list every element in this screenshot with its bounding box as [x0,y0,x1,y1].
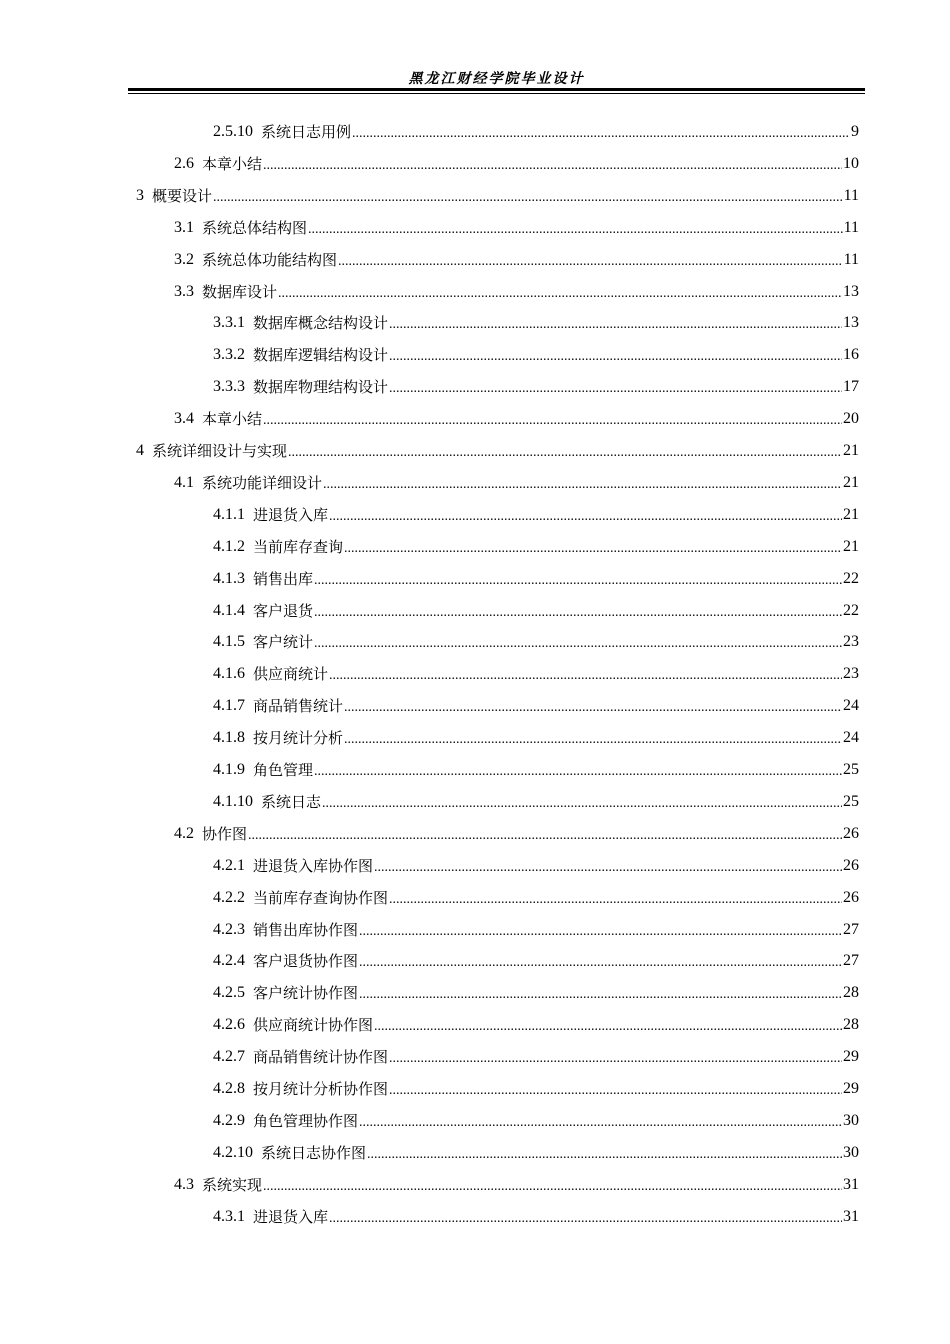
toc-entry-page-number: 9 [851,123,859,140]
toc-dot-leader [352,116,850,148]
toc-entry-title: 系统日志协作图 [261,1143,367,1162]
toc-entry[interactable] [213,690,859,722]
toc-entry-number: 4.2.6 [213,1016,245,1034]
toc-entry[interactable] [213,499,859,531]
toc-dot-leader [338,244,843,276]
toc-entry-number: 4.2.3 [213,920,245,938]
toc-dot-leader [278,276,842,308]
toc-entry[interactable] [213,307,859,339]
toc-entry[interactable] [213,977,859,1009]
toc-dot-leader [367,1137,842,1169]
toc-entry-number: 3.3 [174,282,194,300]
toc-entry-title: 进退货入库 [253,505,329,524]
toc-entry[interactable] [174,467,859,499]
toc-entry[interactable] [174,403,859,435]
toc-entry-page-number: 31 [843,1175,859,1193]
toc-entry[interactable] [213,563,859,595]
toc-entry[interactable] [213,722,859,754]
toc-entry-title: 数据库设计 [202,282,278,301]
toc-entry-number: 3.4 [174,410,194,428]
toc-dot-leader [329,499,842,531]
toc-entry-title: 供应商统计 [253,665,329,684]
toc-entry-title: 概要设计 [152,186,213,205]
toc-entry-page-number: 22 [843,569,859,587]
toc-entry-number: 4.2.10 [213,1143,253,1161]
toc-entry-title: 进退货入库 [253,1207,329,1226]
toc-entry-title: 系统总体功能结构图 [202,250,338,269]
toc-entry-title: 按月统计分析 [253,729,344,748]
toc-entry-number: 4.1.6 [213,665,245,683]
toc-entry-number: 3.3.3 [213,378,245,396]
toc-entry[interactable] [174,212,859,244]
toc-entry-page-number: 21 [843,537,859,555]
toc-entry-number: 4.2.8 [213,1080,245,1097]
toc-entry-number: 3 [136,186,144,204]
toc-dot-leader [389,1041,842,1073]
toc-entry-page-number: 26 [843,856,859,874]
toc-entry-title: 数据库物理结构设计 [253,378,389,397]
toc-entry[interactable] [213,626,859,658]
toc-entry-number: 4.2.2 [213,888,245,906]
toc-dot-leader [389,307,842,339]
header-rule-thin [128,93,865,94]
toc-entry-number: 4.2 [174,824,194,842]
toc-entry[interactable] [213,850,859,882]
toc-dot-leader [314,563,842,595]
toc-entry-number: 4.1.8 [213,729,245,747]
toc-entry-page-number: 21 [843,505,859,523]
toc-entry[interactable] [136,180,859,212]
toc-entry-title: 系统总体结构图 [202,218,308,237]
toc-entry-number: 4.1.7 [213,697,245,715]
toc-dot-leader [389,339,842,371]
toc-entry-page-number: 24 [843,697,859,715]
toc-entry-title: 销售出库 [253,569,314,588]
toc-entry-number: 4.1.3 [213,569,245,587]
toc-entry[interactable] [213,658,859,690]
toc-dot-leader [374,1009,842,1041]
toc-entry-title: 角色管理协作图 [253,1111,359,1130]
toc-entry-number: 4.2.1 [213,856,245,874]
toc-entry-number: 4.3 [174,1175,194,1193]
toc-entry-number: 4.1.5 [213,633,245,651]
toc-entry-title: 客户退货协作图 [253,952,359,971]
toc-dot-leader [248,818,842,850]
toc-entry-page-number: 30 [843,1111,859,1129]
toc-entry-page-number: 28 [843,984,859,1002]
toc-dot-leader [263,403,842,435]
toc-entry-page-number: 11 [843,186,859,204]
toc-entry-number: 4.2.7 [213,1048,245,1066]
toc-entry[interactable] [213,1105,859,1137]
toc-entry-title: 按月统计分析协作图 [253,1080,389,1098]
toc-entry-number: 4 [136,442,144,459]
header-title: 黑龙江财经学院毕业设计 [408,71,585,87]
toc-entry-page-number: 24 [843,729,859,747]
toc-entry[interactable] [213,1201,859,1233]
toc-entry-page-number: 26 [843,824,859,842]
toc-entry-title: 本章小结 [202,410,263,429]
toc-entry-title: 销售出库协作图 [253,920,359,939]
toc-entry-number: 4.1.10 [213,792,253,810]
toc-entry-page-number: 31 [843,1207,859,1225]
toc-dot-leader [213,180,843,212]
toc-entry-title: 客户统计 [253,633,314,652]
toc-dot-leader [314,754,842,786]
toc-entry[interactable] [174,1169,859,1201]
header-rule-thick [128,88,865,91]
toc-dot-leader [322,786,842,818]
toc-entry[interactable] [213,531,859,563]
toc-entry-number: 4.1.2 [213,537,245,555]
toc-dot-leader [389,1073,842,1105]
toc-dot-leader [344,722,842,754]
toc-entry-title: 系统功能详细设计 [202,473,323,492]
toc-entry[interactable] [174,276,859,308]
toc-entry-title: 系统日志 [261,792,322,811]
toc-dot-leader [263,1169,842,1201]
toc-entry-page-number: 29 [843,1048,859,1066]
toc-entry-title: 当前库存查询 [253,537,344,556]
toc-entry-title: 数据库逻辑结构设计 [253,346,389,365]
toc-entry-number: 2.5.10 [213,123,253,140]
toc-entry[interactable] [213,339,859,371]
toc-entry[interactable] [213,786,859,818]
toc-entry-page-number: 20 [843,410,859,428]
toc-entry-page-number: 26 [843,888,859,906]
toc-entry-number: 4.1 [174,473,194,491]
toc-dot-leader [359,1105,842,1137]
toc-dot-leader [314,626,842,658]
toc-entry-page-number: 11 [843,250,859,268]
toc-entry-number: 4.1.4 [213,601,245,619]
toc-entry[interactable] [213,1041,859,1073]
toc-entry[interactable] [213,945,859,977]
toc-entry-number: 4.1.1 [213,505,245,523]
toc-entry-title: 商品销售统计 [253,697,344,716]
toc-dot-leader [344,690,842,722]
toc-dot-leader [359,977,842,1009]
toc-entry-page-number: 13 [843,314,859,332]
toc-dot-leader [314,595,842,627]
toc-entry-number: 4.2.4 [213,952,245,970]
toc-entry[interactable] [213,914,859,946]
toc-dot-leader [329,658,842,690]
toc-entry-page-number: 16 [843,346,859,364]
toc-entry-page-number: 17 [843,378,859,396]
toc-dot-leader [389,882,842,914]
toc-entry[interactable] [213,116,859,148]
toc-entry-page-number: 30 [843,1143,859,1161]
toc-entry-title: 商品销售统计协作图 [253,1048,389,1067]
toc-entry[interactable] [174,818,859,850]
toc-entry-title: 当前库存查询协作图 [253,888,389,907]
toc-entry[interactable] [213,754,859,786]
toc-entry-page-number: 28 [843,1016,859,1034]
toc-entry-title: 供应商统计协作图 [253,1016,374,1035]
toc-entry-number: 4.2.5 [213,984,245,1002]
toc-entry-page-number: 29 [843,1080,859,1097]
toc-entry[interactable] [136,435,859,467]
toc-entry-title: 角色管理 [253,761,314,779]
toc-dot-leader [263,148,842,180]
toc-entry[interactable] [213,595,859,627]
toc-entry[interactable] [174,148,859,180]
toc-entry[interactable] [213,371,859,403]
toc-entry-page-number: 11 [843,218,859,236]
toc-entry-title: 客户退货 [253,601,314,620]
toc-entry-page-number: 13 [843,282,859,300]
toc-entry-title: 系统详细设计与实现 [152,442,288,460]
toc-dot-leader [374,850,842,882]
toc-dot-leader [323,467,842,499]
toc-entry-number: 3.3.1 [213,314,245,332]
toc-dot-leader [329,1201,842,1233]
toc-entry-page-number: 23 [843,665,859,683]
page-header [128,68,865,92]
toc-entry-title: 本章小结 [202,154,263,173]
toc-entry-page-number: 25 [843,792,859,810]
toc-dot-leader [359,945,842,977]
toc-entry[interactable] [213,1009,859,1041]
toc-entry-number: 2.6 [174,154,194,172]
toc-entry-number: 3.1 [174,218,194,236]
toc-entry-title: 系统实现 [202,1175,263,1194]
toc-dot-leader [389,371,842,403]
toc-entry[interactable] [213,882,859,914]
toc-entry-page-number: 21 [843,442,859,459]
toc-entry-page-number: 22 [843,601,859,619]
toc-entry-number: 4.1.9 [213,761,245,778]
toc-entry-title: 数据库概念结构设计 [253,314,389,333]
toc-entry-number: 3.3.2 [213,346,245,364]
toc-entry[interactable] [213,1073,859,1105]
toc-entry-page-number: 21 [843,473,859,491]
toc-entry-number: 3.2 [174,250,194,268]
toc-entry-page-number: 10 [843,154,859,172]
toc-dot-leader [288,435,842,467]
toc-dot-leader [308,212,843,244]
toc-entry-title: 协作图 [202,824,248,843]
toc-entry-page-number: 27 [843,920,859,938]
toc-dot-leader [344,531,842,563]
toc-entry-number: 4.2.9 [213,1111,245,1129]
toc-dot-leader [359,914,842,946]
toc-entry-title: 客户统计协作图 [253,984,359,1003]
toc-entry[interactable] [213,1137,859,1169]
toc-entry-title: 进退货入库协作图 [253,856,374,875]
toc-entry[interactable] [174,244,859,276]
toc-entry-number: 4.3.1 [213,1207,245,1225]
toc-entry-page-number: 25 [843,761,859,778]
toc-entry-title: 系统日志用例 [261,123,352,141]
toc-entry-page-number: 27 [843,952,859,970]
toc-entry-page-number: 23 [843,633,859,651]
